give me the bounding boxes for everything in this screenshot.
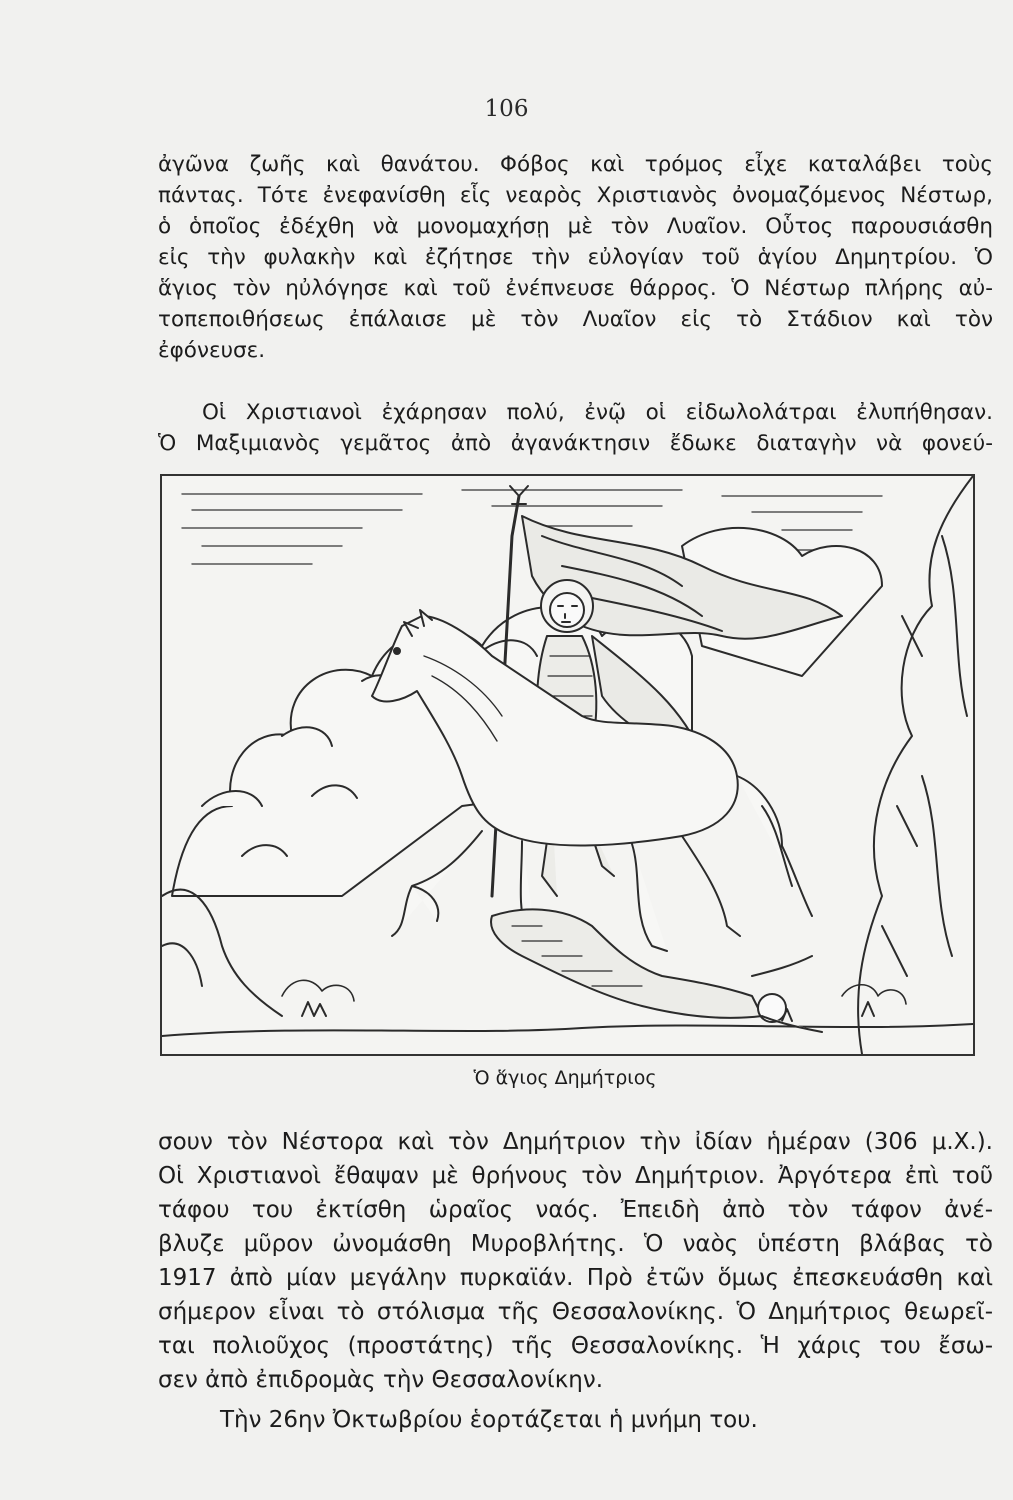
- page-number: 106: [484, 96, 529, 122]
- text-line: Οἱ Χριστιανοὶ ἔθαψαν μὲ θρήνους τὸν Δημήτριον. Ἀργότερα ἐπὶ τοῦ: [158, 1163, 993, 1189]
- text-line: ἐφόνευσε.: [158, 338, 266, 363]
- ground: [162, 1000, 973, 1036]
- text-line: εἰς τὴν φυλακὴν καὶ ἐζήτησε τὴν εὐλογίαν τοῦ ἁγίου Δημητρίου. Ὁ: [158, 245, 993, 270]
- text-line: Οἱ Χριστιανοὶ ἐχάρησαν πολύ, ἐνῷ οἱ εἰδωλολάτραι ἐλυπήθησαν.: [202, 400, 993, 425]
- engraving-drawing: [162, 476, 973, 1054]
- text-line: τάφου του ἐκτίσθη ὡραῖος ναός. Ἐπειδὴ ἀπὸ τὸν τάφον ἀνέ-: [158, 1197, 993, 1223]
- text-line: ἀγῶνα ζωῆς καὶ θανάτου. Φόβος καὶ τρόμος εἶχε καταλάβει τοὺς: [158, 152, 993, 177]
- mountains-left: [162, 890, 282, 1016]
- text-line: τοπεποιθήσεως ἐπάλαισε μὲ τὸν Λυαῖον εἰς τὸ Στάδιον καὶ τὸν: [158, 307, 993, 332]
- closing-line: Τὴν 26ην Ὀκτωβρίου ἑορτάζεται ἡ μνήμη του.: [220, 1407, 758, 1433]
- text-line: πάντας. Τότε ἐνεφανίσθη εἷς νεαρὸς Χριστιανὸς ὀνομαζόμενος Νέστωρ,: [158, 183, 993, 208]
- text-line: σήμερον εἶναι τὸ στόλισμα τῆς Θεσσαλονίκης. Ὁ Δημήτριος θεωρεῖ-: [158, 1299, 993, 1325]
- saint-demetrios-illustration: [160, 474, 975, 1056]
- text-line: ὁ ὁποῖος ἐδέχθη νὰ μονομαχήσῃ μὲ τὸν Λυαῖον. Οὗτος παρουσιάσθη: [158, 214, 993, 239]
- text-line: Ὁ Μαξιμιανὸς γεμᾶτος ἀπὸ ἀγανάκτησιν ἔδωκε διαταγὴν νὰ φονεύ-: [158, 431, 993, 456]
- text-line: σεν ἀπὸ ἐπιδρομὰς τὴν Θεσσαλονίκην.: [158, 1367, 604, 1393]
- text-line: ἅγιος τὸν ηὐλόγησε καὶ τοῦ ἐνέπνευσε θάρρος. Ὁ Νέστωρ πλήρης αὐ-: [158, 276, 993, 301]
- text-line: 1917 ἀπὸ μίαν μεγάλην πυρκαϊάν. Πρὸ ἐτῶν ὅμως ἐπεσκευάσθη καὶ: [158, 1265, 993, 1291]
- text-line: σουν τὸν Νέστορα καὶ τὸν Δημήτριον τὴν ἰδίαν ἡμέραν (306 μ.Χ.).: [158, 1129, 993, 1155]
- text-line: ται πολιοῦχος (προστάτης) τῆς Θεσσαλονίκης. Ἡ χάρις του ἔσω-: [158, 1333, 993, 1359]
- text-line: βλυζε μῦρον ὠνομάσθη Μυροβλήτης. Ὁ ναὸς ὑπέστη βλάβας τὸ: [158, 1231, 993, 1257]
- figure-caption: Ὁ ἅγιος Δημήτριος: [473, 1067, 657, 1089]
